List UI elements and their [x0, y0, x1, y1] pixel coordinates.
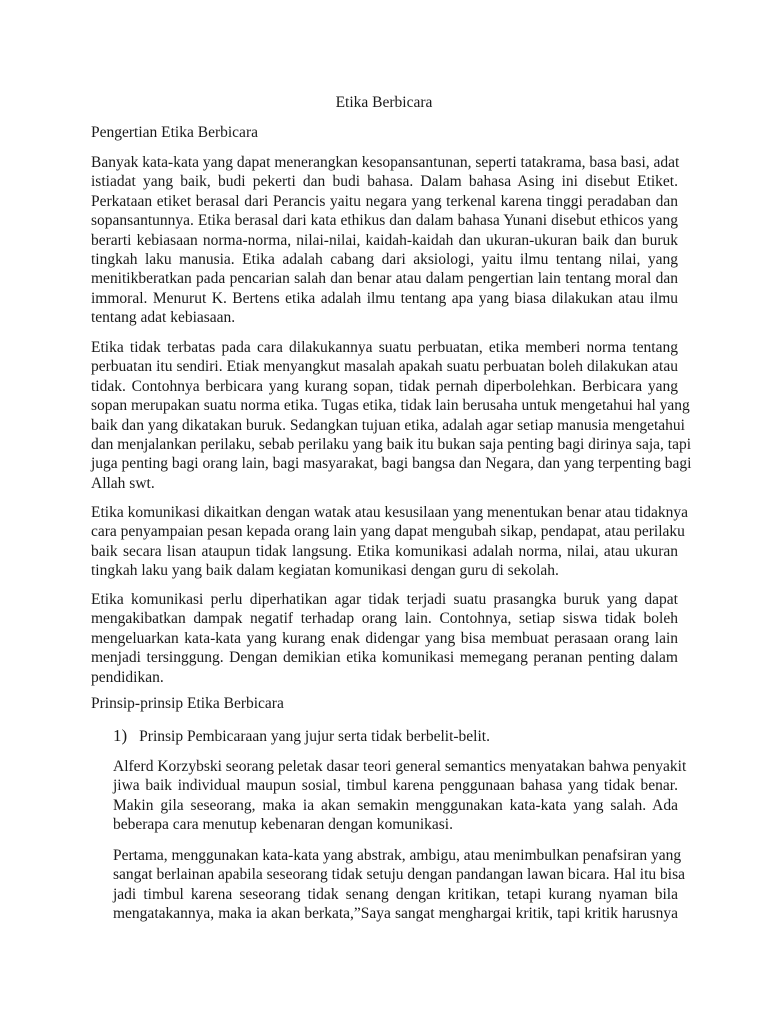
text-line: Pertama, menggunakan kata-kata yang abstrak, ambigu, atau menimbulkan penafsiran yang: [113, 847, 682, 864]
text-line: baik secara lisan ataupun tidak langsung. Etika komunikasi adalah norma, nilai, atau ukuran: [91, 542, 678, 560]
text-line: Banyak kata-kata yang dapat menerangkan kesopansantunan, seperti tatakrama, basa basi, adat: [91, 154, 680, 171]
paragraph: [91, 153, 678, 328]
paragraph: [113, 846, 685, 924]
text-line: Etika komunikasi perlu diperhatikan agar tidak terjadi suatu prasangka buruk yang dapat: [91, 591, 678, 608]
text-line: pendidikan.: [91, 668, 164, 686]
list-item-text: Prinsip Pembicaraan yang jujur serta tidak berbelit-belit.: [139, 728, 490, 745]
text-line: sangat berlainan apabila seseorang tidak setuju dengan pandangan lawan bicara. Hal itu bisa: [113, 866, 685, 884]
text-line: beberapa cara menutup kebenaran dengan komunikasi.: [113, 816, 453, 834]
text-line: mengatakannya, maka ia akan berkata,”Saya sangat menghargai kritik, tapi kritik harusnya: [113, 905, 678, 923]
text-line: mengeluarkan kata-kata yang kurang enak didengar yang bisa membuat perasaan orang lain: [91, 629, 678, 647]
text-line: tentang adat kebiasaan.: [91, 309, 236, 327]
text-line: Perkataan etiket berasal dari Perancis yaitu negara yang terkenal karena tinggi peradaban dan: [91, 192, 678, 210]
text-line: sopansantunnya. Etika berasal dari kata ethikus dan dalam bahasa Yunani disebut ethicos yang: [91, 212, 678, 230]
text-line: menitikberatkan pada pencarian salah dan benar atau dalam pengertian lain tentang moral dan: [91, 270, 678, 288]
text-line: perbuatan itu sendiri. Etiak menyangkut masalah apakah suatu perbuatan boleh dilakukan atau: [91, 358, 678, 376]
document-title: Etika Berbicara: [335, 94, 433, 111]
paragraph: [113, 757, 687, 835]
text-line: jadi timbul karena seseorang tidak senang dengan kritikan, tetapi kurang nyaman bila: [113, 885, 678, 903]
text-line: Etika tidak terbatas pada cara dilakukannya suatu perbuatan, etika memberi norma tentang: [91, 339, 678, 356]
text-line: cara penyampaian pesan kepada orang lain yang dapat mengubah sikap, pendapat, atau perilaku: [91, 523, 685, 541]
text-line: Makin gila seseorang, maka ia akan semakin menggunakan kata-kata yang salah. Ada: [113, 796, 678, 814]
text-line: jiwa baik individual maupun sosial, timbul karena penggunaan bahasa yang tidak benar.: [113, 777, 678, 795]
text-line: tidak. Contohnya berbicara yang kurang sopan, tidak pernah diperbolehkan. Berbicara yang: [91, 377, 678, 395]
list-item: [113, 726, 490, 747]
text-line: sopan merupakan suatu norma etika. Tugas etika, tidak lain berusaha untuk mengetahui hal yang: [91, 397, 690, 415]
text-line: baik dan yang dikatakan buruk. Sedangkan tujuan etika, adalah agar setiap manusia mengetahui: [91, 416, 685, 434]
paragraph: [91, 503, 688, 581]
text-line: Etika komunikasi dikaitkan dengan watak atau kesusilaan yang menentukan benar atau tidaknya: [91, 504, 688, 521]
text-line: immoral. Menurut K. Bertens etika adalah ilmu tentang apa yang biasa dilakukan atau ilmu: [91, 289, 678, 307]
list-number: 1): [113, 726, 128, 745]
text-line: menjadi tersinggung. Dengan demikian etika komunikasi memegang peranan penting dalam: [91, 649, 678, 667]
text-line: dan menjalankan perilaku, sebab perilaku yang baik itu bukan saja penting bagi dirinya saja, tapi: [91, 435, 692, 453]
paragraph: [91, 590, 678, 687]
text-line: berarti kebiasaan norma-norma, nilai-nilai, kaidah-kaidah dan ukuran-ukuran baik dan buruk: [91, 231, 678, 249]
section-heading-prinsip: Prinsip-prinsip Etika Berbicara: [91, 695, 284, 712]
text-line: Alferd Korzybski seorang peletak dasar teori general semantics menyatakan bahwa penyakit: [113, 758, 687, 775]
text-line: mengakibatkan dampak negatif terhadap orang lain. Contohnya, setiap siswa tidak boleh: [91, 610, 678, 628]
text-line: Allah swt.: [91, 474, 155, 492]
text-line: istiadat yang baik, budi pekerti dan budi bahasa. Dalam bahasa Asing ini disebut Etiket.: [91, 173, 678, 191]
paragraph: [91, 338, 692, 493]
text-line: juga penting bagi orang lain, bagi masyarakat, bagi bangsa dan Negara, dan yang terpenting bagi: [91, 455, 692, 473]
section-heading-pengertian: Pengertian Etika Berbicara: [91, 124, 258, 141]
text-line: tingkah laku yang baik dalam kegiatan komunikasi dengan guru di sekolah.: [91, 562, 559, 580]
text-line: tingkah laku manusia. Etika adalah cabang dari aksiologi, yaitu ilmu tentang nilai, yang: [91, 250, 678, 268]
